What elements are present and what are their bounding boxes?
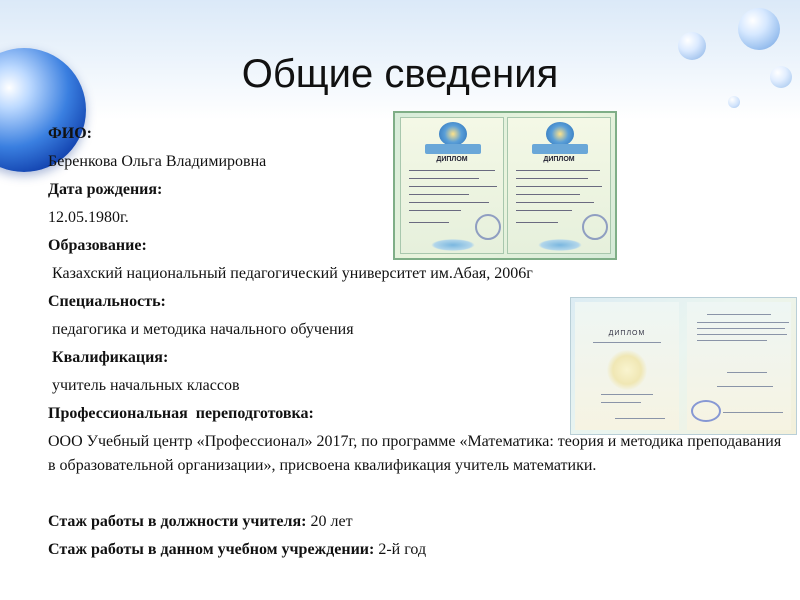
seal-icon [475, 214, 501, 240]
fio-value: Беренкова Ольга Владимировна [48, 153, 267, 170]
bubble-decoration [728, 96, 740, 108]
qualification-label: Квалификация: [48, 349, 169, 366]
education-label: Образование: [48, 237, 147, 254]
specialty-label: Специальность: [48, 293, 166, 310]
diploma-word: ДИПЛОМ [608, 330, 646, 337]
diploma-page-right [687, 302, 791, 430]
birth-value: 12.05.1980г. [48, 209, 129, 226]
emblem-icon [439, 122, 467, 146]
qualification-value: учитель начальных классов [48, 377, 240, 394]
experience-school-value: 2-й год [374, 541, 427, 558]
diploma-page-right [507, 117, 611, 254]
fio-label: ФИО: [48, 125, 92, 142]
slide-title: Общие сведения [241, 52, 559, 96]
education-value: Казахский национальный педагогический университет им.Абая, 2006г [48, 265, 533, 282]
bubble-decoration [738, 8, 780, 50]
university-diploma-image [393, 111, 617, 260]
diploma-page-left [400, 117, 504, 254]
emblem-icon [546, 122, 574, 146]
experience-teacher-label: Стаж работы в должности учителя: [48, 513, 307, 530]
experience-school-label: Стаж работы в данном учебном учреждении: [48, 541, 375, 558]
diploma-word: ДИПЛОМ [436, 156, 468, 163]
stamp-icon [691, 400, 721, 422]
retraining-diploma-image [570, 297, 797, 435]
seal-icon [582, 214, 608, 240]
retraining-label: Профессиональная переподготовка: [48, 405, 314, 422]
birth-label: Дата рождения: [48, 181, 163, 198]
retraining-value: ООО Учебный центр «Профессионал» 2017г, по программе «Математика: теория и методика преподавания в образовательной организации», присвоена квалификация учитель математики. [48, 433, 782, 474]
experience-teacher-value: 20 лет [306, 513, 353, 530]
diploma-page-left [575, 302, 679, 430]
diploma-word: ДИПЛОМ [543, 156, 575, 163]
experience-teacher [48, 510, 353, 534]
experience-school [48, 538, 426, 562]
specialty-value: педагогика и методика начального обучения [48, 321, 354, 338]
